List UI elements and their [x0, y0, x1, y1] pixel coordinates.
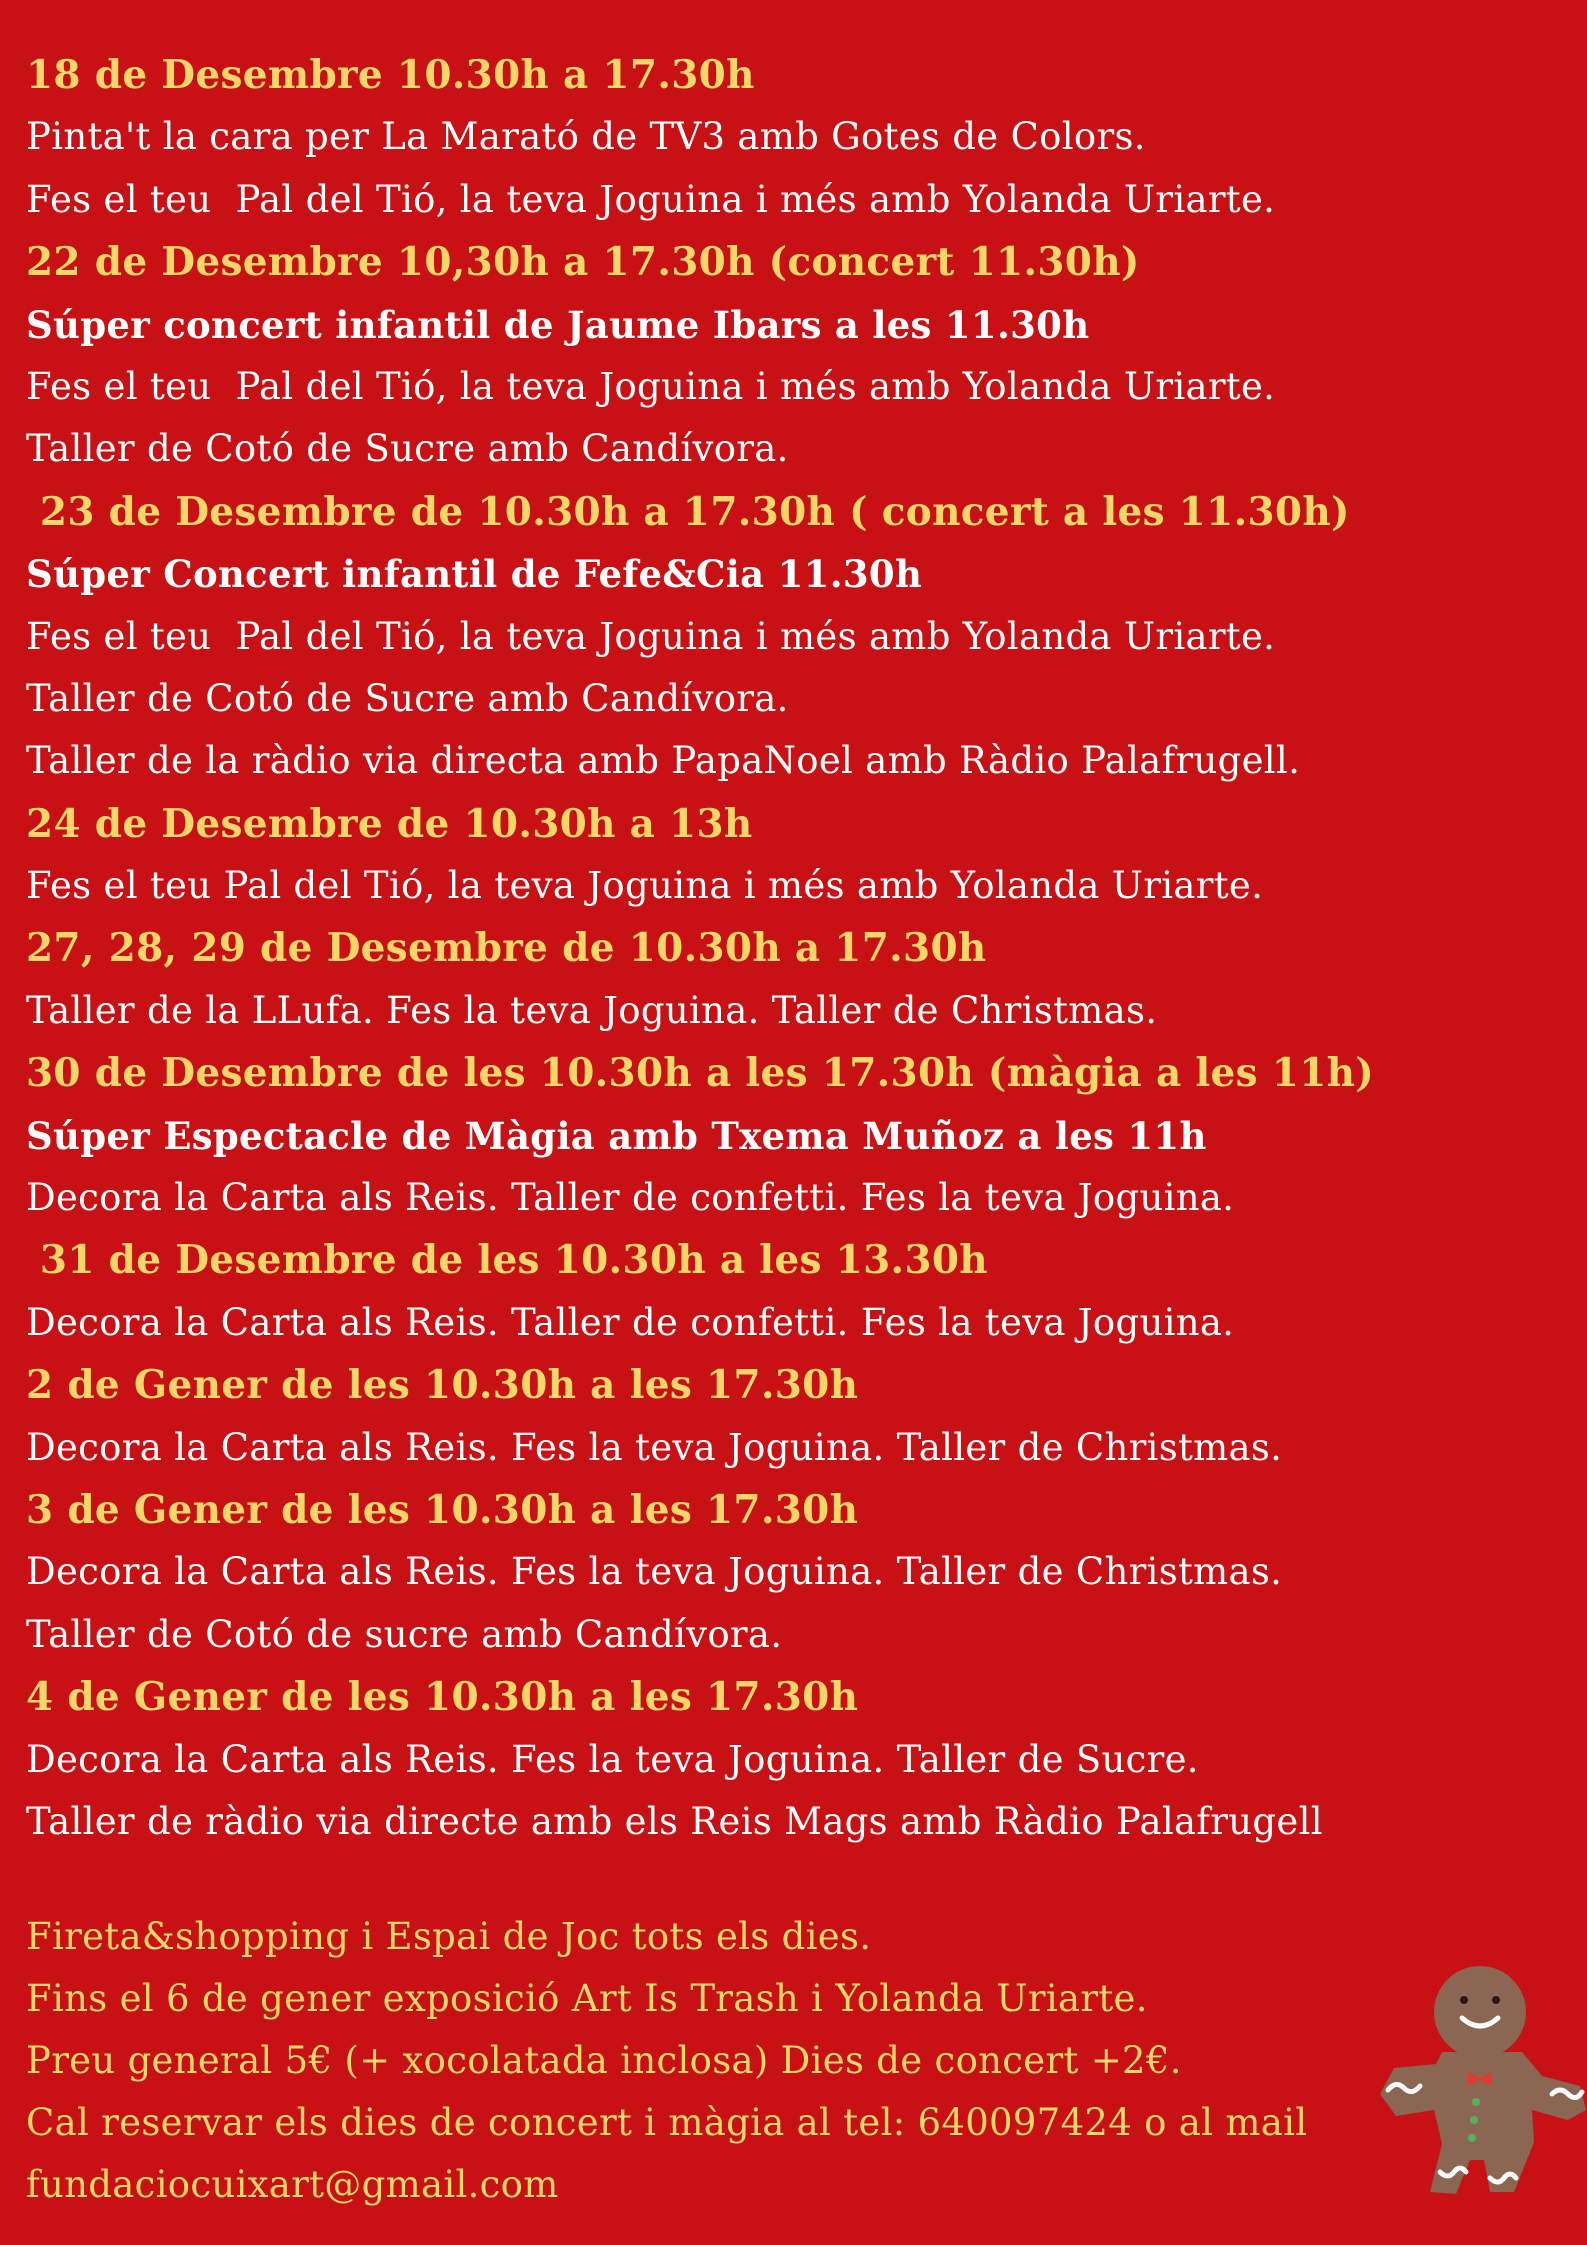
- event-date: 31 de Desembre de les 10.30h a les 13.30h: [26, 1237, 988, 1284]
- schedule: [26, 44, 1567, 1853]
- footer-line: Preu general 5€ (+ xocolatada inclosa) Dies de concert +2€.: [26, 2039, 1182, 2082]
- event-date: 3 de Gener de les 10.30h a les 17.30h: [26, 1486, 859, 1533]
- event-date: 18 de Desembre 10.30h a 17.30h: [26, 52, 755, 98]
- event-activity: Decora la Carta als Reis. Fes la teva Joguina. Taller de Christmas.: [26, 1425, 1283, 1469]
- event-activity: Taller de ràdio via directe amb els Reis Mags amb Ràdio Palafrugell: [26, 1799, 1323, 1843]
- event-activity: Fes el teu Pal del Tió, la teva Joguina i més amb Yolanda Uriarte.: [26, 177, 1276, 221]
- event-activity: Fes el teu Pal del Tió, la teva Joguina i més amb Yolanda Uriarte.: [26, 864, 1264, 908]
- footer-line: Fins el 6 de gener exposició Art Is Trash i Yolanda Uriarte.: [26, 1977, 1148, 2020]
- event-activity: Decora la Carta als Reis. Taller de confetti. Fes la teva Joguina.: [26, 1176, 1235, 1220]
- event-activity: Fes el teu Pal del Tió, la teva Joguina i més amb Yolanda Uriarte.: [26, 364, 1276, 408]
- event-activity: Decora la Carta als Reis. Fes la teva Joguina. Taller de Christmas.: [26, 1550, 1283, 1594]
- footer-line: Cal reservar els dies de concert i màgia al tel: 640097424 o al mail: [26, 2101, 1308, 2144]
- event-activity: Pinta't la cara per La Marató de TV3 amb Gotes de Colors.: [26, 115, 1146, 159]
- footer-line: Fireta&shopping i Espai de Joc tots els dies.: [26, 1915, 872, 1958]
- event-activity: Taller de Cotó de Sucre amb Candívora.: [26, 427, 789, 471]
- event-highlight: Súper Espectacle de Màgia amb Txema Muñoz a les 11h: [26, 1113, 1207, 1158]
- footer-email: fundaciocuixart@gmail.com: [26, 2163, 559, 2206]
- event-activity: Decora la Carta als Reis. Taller de confetti. Fes la teva Joguina.: [26, 1300, 1235, 1344]
- event-activity: Decora la Carta als Reis. Fes la teva Joguina. Taller de Sucre.: [26, 1737, 1199, 1781]
- event-highlight: Súper concert infantil de Jaume Ibars a les 11.30h: [26, 302, 1090, 347]
- event-date: 24 de Desembre de 10.30h a 13h: [26, 800, 753, 847]
- event-date: 27, 28, 29 de Desembre de 10.30h a 17.30h: [26, 925, 987, 972]
- event-date: 2 de Gener de les 10.30h a les 17.30h: [26, 1362, 859, 1409]
- event-activity: Taller de Cotó de sucre amb Candívora.: [26, 1612, 783, 1656]
- event-activity: Fes el teu Pal del Tió, la teva Joguina i més amb Yolanda Uriarte.: [26, 614, 1276, 658]
- event-date: 4 de Gener de les 10.30h a les 17.30h: [26, 1674, 859, 1721]
- event-highlight: Súper Concert infantil de Fefe&Cia 11.30h: [26, 552, 923, 597]
- event-date: 22 de Desembre 10,30h a 17.30h (concert 11.30h): [26, 239, 1140, 286]
- gingerbread-man-icon: [1372, 1960, 1587, 2200]
- event-activity: Taller de la ràdio via directa amb PapaNoel amb Ràdio Palafrugell.: [26, 739, 1301, 783]
- footer-info: [26, 1906, 1567, 2216]
- event-activity: Taller de Cotó de Sucre amb Candívora.: [26, 676, 789, 720]
- event-date: 30 de Desembre de les 10.30h a les 17.30h (màgia a les 11h): [26, 1050, 1375, 1097]
- event-date: 23 de Desembre de 10.30h a 17.30h ( concert a les 11.30h): [26, 488, 1350, 535]
- event-activity: Taller de la LLufa. Fes la teva Joguina. Taller de Christmas.: [26, 988, 1158, 1032]
